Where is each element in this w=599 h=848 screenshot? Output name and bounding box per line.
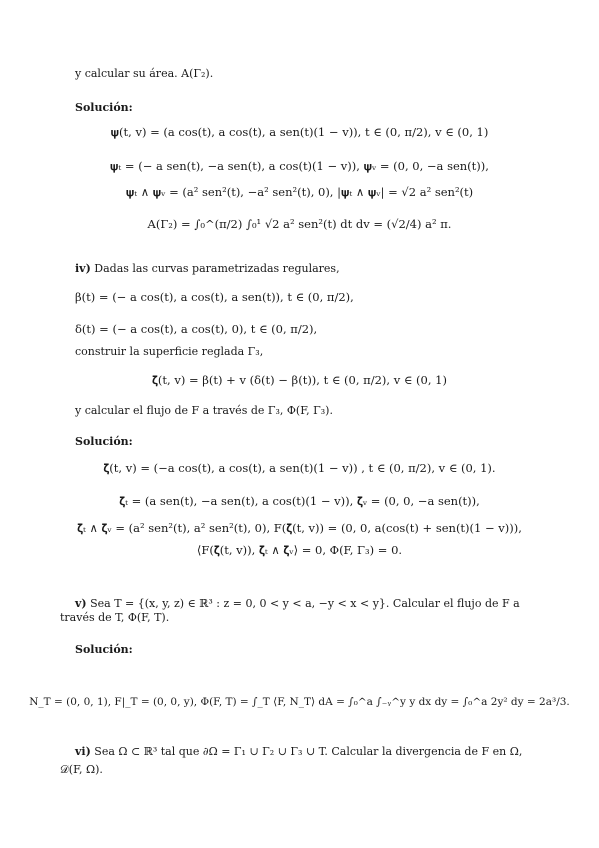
equation-zeta-cross: 𝛇ₜ ∧ 𝛇ᵥ = (a² sen²(t), a² sen²(t), 0), F(𝛇(t, v)) = (0, 0, a(cos(t) + sen(t)(1 − v))), [77, 521, 522, 535]
equation-beta: β(t) = (− a cos(t), a cos(t), a sen(t)), t ∈ (0, π/2), [75, 290, 354, 304]
equation-ruled-surface: 𝛇(t, v) = β(t) + v (δ(t) − β(t)), t ∈ (0, π/2), v ∈ (0, 1) [152, 373, 447, 387]
flux-line: y calcular el flujo de F a través de Γ₃, Φ(F, Γ₃). [75, 404, 333, 417]
equation-zeta-derivatives: 𝛇ₜ = (a sen(t), −a sen(t), a cos(t)(1 − v)), 𝛇ᵥ = (0, 0, −a sen(t)), [119, 494, 480, 508]
solution-heading-3: Solución: [75, 643, 133, 656]
equation-flux-T: N_T = (0, 0, 1), F|_T = (0, 0, y), Φ(F, T) = ∫_T ⟨F, N_T⟩ dA = ∫₀^a ∫₋ᵧ^y y dx dy = ∫₀^a 2y² dy = 2a³/3. [29, 696, 570, 708]
part-vi-text-continued: 𝒟(F, Ω). [60, 763, 103, 776]
part-vi-line [75, 745, 522, 759]
part-vi-label: vi) [75, 745, 91, 758]
intro-line: y calcular su área. A(Γ₂). [75, 67, 214, 80]
part-v-line [75, 597, 520, 611]
equation-delta: δ(t) = (− a cos(t), a cos(t), 0), t ∈ (0, π/2), [75, 322, 318, 336]
equation-psi-cross: 𝛙ₜ ∧ 𝛙ᵥ = (a² sen²(t), −a² sen²(t), 0), |𝛙ₜ ∧ 𝛙ᵥ| = √2 a² sen²(t) [125, 185, 474, 199]
equation-psi-derivatives: 𝛙ₜ = (− a sen(t), −a sen(t), a cos(t)(1 − v)), 𝛙ᵥ = (0, 0, −a sen(t)), [110, 159, 489, 173]
equation-flux-zero: ⟨F(𝛇(t, v)), 𝛇ₜ ∧ 𝛇ᵥ⟩ = 0, Φ(F, Γ₃) = 0. [196, 543, 403, 557]
part-v-label: v) [75, 597, 87, 610]
part-iv-line [75, 262, 340, 276]
equation-zeta-definition: 𝛇(t, v) = (−a cos(t), a cos(t), a sen(t)(1 − v)) , t ∈ (0, π/2), v ∈ (0, 1). [103, 461, 496, 475]
part-iv-text: Dadas las curvas parametrizadas regulares, [94, 262, 340, 275]
part-vi-text: Sea Ω ⊂ ℝ³ tal que ∂Ω = Γ₁ ∪ Γ₂ ∪ Γ₃ ∪ T. Calcular la divergencia de F en Ω, [94, 745, 523, 758]
solution-heading-1: Solución: [75, 101, 133, 114]
equation-area: A(Γ₂) = ∫₀^(π/2) ∫₀¹ √2 a² sen²(t) dt dv = (√2/4) a² π. [147, 217, 452, 231]
part-v-text: Sea T = {(x, y, z) ∈ ℝ³ : z = 0, 0 < y < a, −y < x < y}. Calcular el flujo de F a [90, 597, 520, 610]
part-v-text-continued: través de T, Φ(F, T). [60, 611, 170, 624]
construct-line: construir la superficie reglada Γ₃, [75, 345, 264, 358]
solution-heading-2: Solución: [75, 435, 133, 448]
equation-psi-definition: 𝛙(t, v) = (a cos(t), a cos(t), a sen(t)(1 − v)), t ∈ (0, π/2), v ∈ (0, 1) [110, 125, 489, 139]
part-iv-label: iv) [75, 262, 91, 275]
